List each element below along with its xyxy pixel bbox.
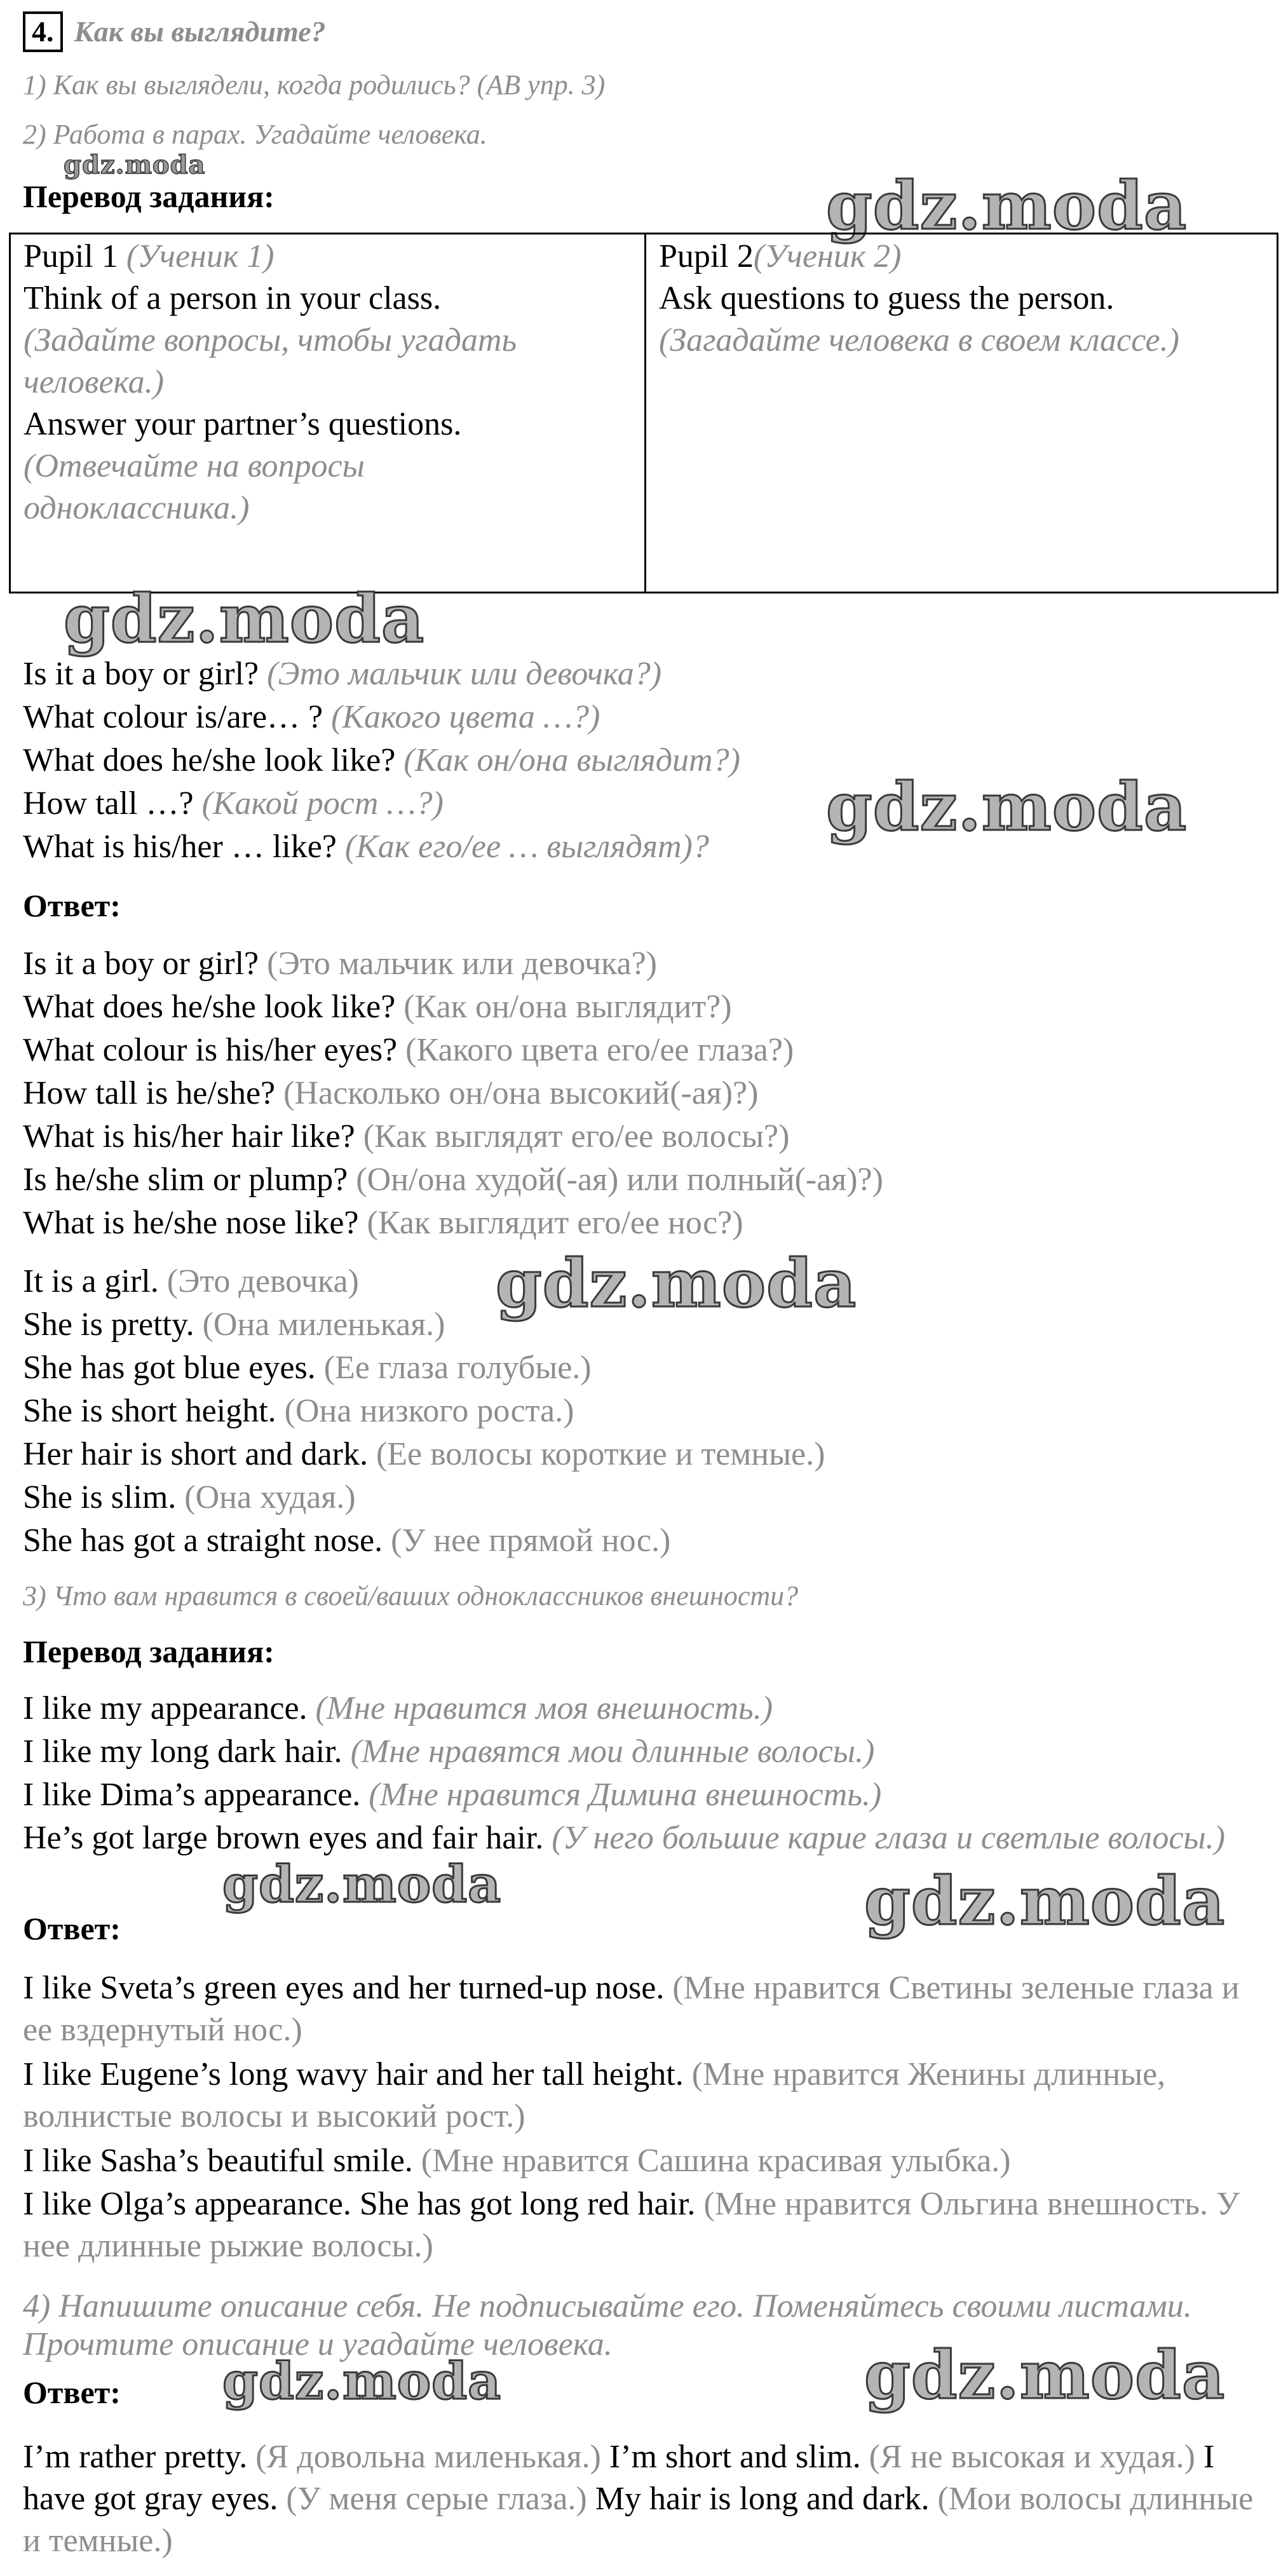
pupil1-cell: [11, 234, 646, 592]
task-question: What is his/her … like? (Как его/ее … выглядят)?: [23, 829, 709, 865]
task-question: Is it a boy or girl? (Это мальчик или девочка?): [23, 656, 662, 692]
question-4: 4) Напишите описание себя. Не подписывайте его. Поменяйтесь своими листами. Прочтите описание и угадайте человека.: [23, 2288, 1192, 2362]
answer-description: She has got a straight nose. (У нее прямой нос.): [23, 1522, 671, 1559]
task-number: 4.: [23, 11, 63, 52]
pupil2-title: Pupil 2(Ученик 2): [659, 238, 902, 275]
q3-translation-line: I like Dima’s appearance. (Мне нравится Димина внешность.): [23, 1777, 882, 1813]
answer-description: It is a girl. (Это девочка): [23, 1263, 359, 1299]
task-title: Как вы выглядите?: [74, 15, 326, 48]
watermark: gdz.moda: [64, 150, 206, 180]
watermark: gdz.moda: [496, 1244, 857, 1322]
watermark: gdz.moda: [826, 166, 1188, 245]
watermark: gdz.moda: [64, 580, 425, 658]
q3-answer-line: I like Sveta’s green eyes and her turned-up nose. (Мне нравится Светины зеленые глаза и ее вздернутый нос.): [23, 1970, 1240, 2048]
answer-description: She is pretty. (Она миленькая.): [23, 1306, 445, 1343]
task-question: How tall …? (Какой рост …?): [23, 785, 444, 822]
answer-question: Is it a boy or girl? (Это мальчик или девочка?): [23, 946, 657, 982]
watermark: gdz.moda: [222, 1854, 501, 1914]
q4-answer-paragraph: I’m rather pretty. (Я довольна миленькая.) I’m short and slim. (Я не высокая и худая.) I have got gray eyes. (У меня серые глаза.) My hair is long and dark. (Мои волосы длинные и темные.): [23, 2439, 1254, 2559]
pupil1-line: Answer your partner’s questions.: [24, 406, 462, 442]
answer-heading-3: Ответ:: [23, 2375, 121, 2410]
answer-heading-2: Ответ:: [23, 1911, 121, 1946]
q3-answer-line: I like Olga’s appearance. She has got long red hair. (Мне нравится Ольгина внешность. У нее длинные рыжие волосы.): [23, 2186, 1240, 2264]
question-1: 1) Как вы выглядели, когда родились? (АВ упр. 3): [23, 69, 606, 100]
question-3: 3) Что вам нравится в своей/ваших одноклассников внешности?: [23, 1580, 799, 1611]
q3-answer-line: I like Eugene’s long wavy hair and her tall height. (Мне нравится Женины длинные, волнистые волосы и высокий рост.): [23, 2056, 1166, 2134]
question-2: 2) Работа в парах. Угадайте человека.: [23, 119, 487, 150]
q3-answer-line: I like Sasha’s beautiful smile. (Мне нравится Сашина красивая улыбка.): [23, 2143, 1011, 2179]
q3-translation-line: I like my appearance. (Мне нравится моя внешность.): [23, 1690, 773, 1726]
answer-question: What colour is his/her eyes? (Какого цвета его/ее глаза?): [23, 1032, 794, 1068]
pupil1-title: Pupil 1 (Ученик 1): [24, 238, 275, 275]
pupil2-line: Ask questions to guess the person.: [659, 280, 1115, 316]
task-question: What colour is/are… ? (Какого цвета …?): [23, 699, 600, 735]
pupil1-line: (Задайте вопросы, чтобы угадать: [24, 322, 517, 358]
translation-heading-2: Перевод задания:: [23, 1634, 275, 1669]
task-question: What does he/she look like? (Как он/она выглядит?): [23, 742, 740, 778]
q3-translation-line: He’s got large brown eyes and fair hair. (У него большие карие глаза и светлые волосы.): [23, 1820, 1225, 1856]
watermark: gdz.moda: [864, 2336, 1226, 2414]
pupil-table: [9, 233, 1278, 593]
answer-question: What is he/she nose like? (Как выглядит его/ее нос?): [23, 1205, 743, 1241]
task-heading: [23, 11, 326, 52]
pupil1-line: Think of a person in your class.: [24, 280, 442, 316]
answer-heading-1: Ответ:: [23, 888, 121, 923]
answer-description: She is slim. (Она худая.): [23, 1479, 356, 1515]
answer-description: She is short height. (Она низкого роста.): [23, 1393, 574, 1429]
answer-question: Is he/she slim or plump? (Он/она худой(-ая) или полный(-ая)?): [23, 1162, 883, 1198]
pupil1-line: человека.): [24, 364, 164, 400]
answer-description: She has got blue eyes. (Ее глаза голубые.): [23, 1350, 592, 1386]
watermark: gdz.moda: [222, 2351, 501, 2411]
pupil1-line: одноклассника.): [24, 490, 250, 526]
answer-question: How tall is he/she? (Насколько он/она высокий(-ая)?): [23, 1075, 759, 1111]
pupil2-line: (Загадайте человека в своем классе.): [659, 322, 1179, 358]
pupil1-line: (Отвечайте на вопросы: [24, 448, 365, 484]
pupil2-cell: [646, 234, 1277, 592]
translation-heading-1: Перевод задания:: [23, 179, 275, 214]
answer-question: What is his/her hair like? (Как выглядят его/ее волосы?): [23, 1118, 790, 1155]
answer-question: What does he/she look like? (Как он/она выглядит?): [23, 989, 732, 1025]
watermark: gdz.moda: [826, 768, 1188, 846]
answer-description: Her hair is short and dark. (Ее волосы короткие и темные.): [23, 1436, 825, 1472]
watermark: gdz.moda: [864, 1862, 1226, 1940]
q3-translation-line: I like my long dark hair. (Мне нравятся мои длинные волосы.): [23, 1733, 875, 1770]
